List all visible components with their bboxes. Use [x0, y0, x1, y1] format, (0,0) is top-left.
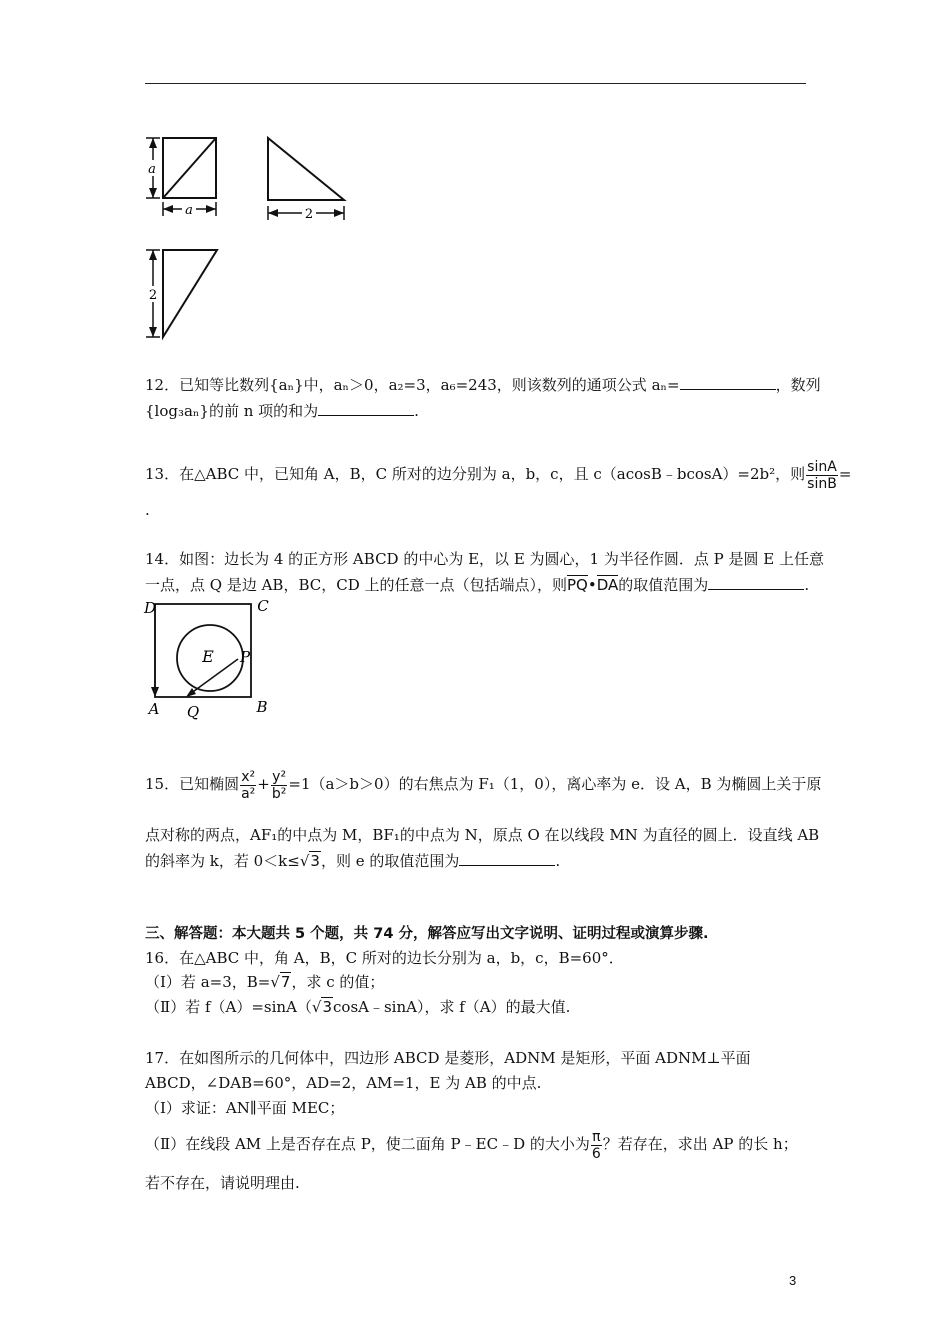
section3-heading: 三、解答题：本大题共 5 个题，共 74 分，解答应写出文字说明、证明过程或演算步骤.	[145, 926, 709, 942]
label-e: E	[202, 647, 214, 666]
q15-tail: .	[555, 852, 561, 870]
q17-text-5: ？若存在，求出 AP 的长 h；	[602, 1135, 798, 1153]
q15-line3	[145, 851, 560, 871]
q15-sqrt-radicand: 3	[310, 852, 320, 870]
q14-text-2: 一点，点 Q 是边 AB，BC，CD 上的任意一点（包括端点），则	[145, 576, 568, 594]
q17-frac-den: 6	[591, 1145, 601, 1162]
q16-line1: 16．在△ABC 中，角 A，B，C 所对的边长分别为 a，b，c，B=60°．	[145, 949, 624, 967]
vector-pq: PQ	[567, 576, 588, 594]
q15-frac-y	[271, 769, 288, 802]
q15-sqrt: √3	[299, 852, 320, 870]
q12-text: 12．已知等比数列{aₙ}中，aₙ＞0，a₂=3，a₆=243，则该数列的通项公式 aₙ=	[145, 376, 680, 394]
q16-text-5: cosA﹣sinA），求 f（A）的最大值.	[333, 998, 571, 1016]
q17-fraction	[591, 1129, 602, 1162]
fig1-label-a-vertical: a	[148, 162, 156, 177]
q13-fraction	[806, 459, 838, 492]
q15-frac-y-den: b²	[271, 785, 287, 802]
q16-sqrt3-radicand: 3	[322, 998, 333, 1016]
q15-text: =1（a＞b＞0）的右焦点为 F₁（1，0），离心率为 e．设 A，B 为椭圆上关于原	[288, 775, 822, 793]
q16-line3	[145, 997, 570, 1017]
q15-line2	[145, 825, 819, 845]
q17-line3: （Ⅰ）求证：AN∥平面 MEC；	[145, 1099, 345, 1117]
q16-text-2: （Ⅰ）若 a=3，B=	[145, 973, 271, 991]
square-circle-figure	[140, 596, 280, 724]
fig3-label: 2	[148, 288, 158, 303]
q13-text: 13．在△ABC 中，已知角 A，B，C 所对的边分别为 a，b，c，且 c（acosB﹣bcosA）=2b²，则	[145, 465, 806, 483]
q17-text-4: （Ⅱ）在线段 AM 上是否存在点 P，使二面角 P﹣EC﹣D 的大小为	[145, 1135, 590, 1153]
header-rule	[145, 83, 806, 84]
q12-text-2: {log₃aₙ}的前 n 项的和为	[145, 402, 319, 420]
q13-line1	[145, 454, 851, 494]
label-d: D	[143, 599, 157, 617]
q14-tail: .	[804, 576, 810, 594]
q14-text: 14．如图：边长为 4 的正方形 ABCD 的中心为 E，以 E 为圆心，1 为半径作圆．点 P 是圆 E 上任意	[145, 550, 824, 568]
q12-tail-2: .	[414, 402, 419, 420]
q13-tail: =	[838, 465, 852, 483]
q16-sqrt7: √7	[270, 973, 291, 991]
q15-prefix: 15．已知椭圆	[145, 775, 240, 793]
page-number: 3	[789, 1273, 797, 1288]
vector-da: DA	[596, 576, 619, 594]
q17-line1: 17．在如图所示的几何体中，四边形 ABCD 是菱形，ADNM 是矩形，平面 ADNM⊥平面	[145, 1049, 751, 1067]
q17-line4	[145, 1124, 798, 1164]
q16-line2	[145, 972, 384, 992]
q13-frac-den: sinB	[807, 475, 837, 492]
q15-frac-y-num: y²	[272, 768, 287, 785]
fig2-label: 2	[304, 207, 314, 222]
q15-text-4: ，则 e 的取值范围为	[320, 852, 460, 870]
q13-line2	[145, 500, 150, 520]
square-view-figure	[140, 130, 230, 225]
label-a: A	[148, 700, 160, 718]
side-view-figure	[140, 242, 230, 342]
q15-frac-x-den: a²	[241, 785, 256, 802]
label-q: Q	[186, 703, 200, 721]
label-b: B	[256, 698, 268, 716]
q15-text-2: 点对称的两点，AF₁的中点为 M，BF₁的中点为 N，原点 O 在以线段 MN 为直径的圆上．设直线 AB	[145, 826, 820, 844]
q12-tail: ，数列	[775, 376, 821, 394]
q14-line1	[145, 549, 824, 569]
q17-frac-num: π	[592, 1128, 601, 1145]
q16-text-3: ，求 c 的值；	[291, 973, 385, 991]
q16-text-4: （Ⅱ）若 f（A）=sinA（	[145, 998, 312, 1016]
q16-sqrt3: √3	[311, 998, 333, 1016]
q17-line2: ABCD，∠DAB=60°，AD=2，AM=1，E 为 AB 的中点.	[145, 1074, 542, 1092]
q15-text-3: 的斜率为 k，若 0＜k≤	[145, 852, 300, 870]
q14-line2	[145, 575, 809, 595]
q15-plus: +	[257, 775, 270, 793]
label-p: P	[239, 648, 251, 666]
dot-product-symbol: •	[587, 576, 597, 594]
q15-frac-x-num: x²	[241, 768, 256, 785]
q12-line2	[145, 401, 419, 421]
q15-line1	[145, 762, 821, 806]
triangle-view-figure	[260, 130, 355, 225]
q13-line2-text: .	[145, 501, 150, 519]
q15-frac-x	[240, 769, 256, 802]
q12-blank-2[interactable]	[318, 401, 414, 416]
q15-blank[interactable]	[459, 851, 555, 866]
q14-text-3: 的取值范围为	[618, 576, 709, 594]
q12-line1	[145, 375, 821, 395]
q14-blank[interactable]	[708, 575, 804, 590]
q13-frac-num: sinA	[807, 458, 837, 475]
q16-sqrt7-radicand: 7	[280, 973, 291, 991]
fig1-label-a-horizontal: a	[185, 203, 193, 218]
q12-blank-1[interactable]	[680, 375, 776, 390]
label-c: C	[257, 597, 269, 615]
q17-line5: 若不存在，请说明理由.	[145, 1174, 300, 1192]
